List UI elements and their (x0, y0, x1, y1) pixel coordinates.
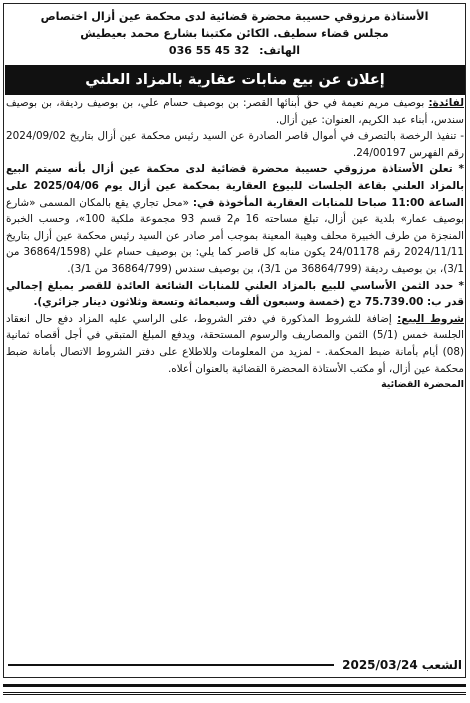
execution-paragraph: - تنفيذ الرخصة بالتصرف في أموال قاصر الصادرة عن السيد رئيس محكمة عين أزال بتاريخ 2024/09/02 رقم الفهرس 24/00197. (6, 130, 464, 159)
beneficiary-paragraph (6, 95, 464, 128)
bottom-divider-thin (3, 694, 466, 695)
property-description: «محل تجاري يقع بالمكان المسمى «شارع بوصيف عمار» بلدية عين أزال، تبلغ مساحته 16 م2 قسم 93 مجموعة ملكية 100»، وحسب الخبرة المنجزة من طرف الخبيرة محلف وهيبة المعينة بموجب أمر صادر عن السيد رئيس محكمة عين أزال بتاريخ 2024/11/11 رقم 24/01178 يكون منابه كل قاصر كما يلي: بن بوصيف حسام علي (36864/1598 من 3/1)، بن بوصيف رديفة (36864/799 من 3/1)، بن بوصيف سندس (36864/799 من 3/1). (6, 196, 464, 275)
beneficiary-text: بوصيف مريم نعيمة في حق أبنائها القصر: بن بوصيف حسام علي، بن بوصيف رديفة، بن بوصيف سندس، أبناء عبد الكريم، العنوان: عين أزال. (6, 97, 464, 126)
publication-footer (8, 655, 462, 675)
notice-title-banner (6, 66, 464, 94)
header-line-2: مجلس قضاء سطيف. الكائن مكتبنا بشارع محمد بعيطيش (80, 27, 389, 40)
notice-body (6, 95, 464, 391)
sale-paragraph (6, 161, 464, 277)
publication-date: 2025/03/24 (342, 658, 418, 672)
price-paragraph: * حدد الثمن الأساسي للبيع بالمزاد العلني للمنابات الشائعة العائدة للقصر بمبلغ إجمالي قدر ب: 75.739.00 دج (خمسة وسبعون ألف وسبعمائة وتسعة وثلاثون دينار جزائري). (6, 279, 464, 309)
phone-label: الهاتف: (259, 44, 301, 57)
conditions-paragraph (6, 311, 464, 377)
signature: المحضرة القضائية (381, 379, 464, 391)
phone-row (4, 43, 465, 59)
beneficiary-label: لفائدة: (428, 97, 464, 109)
footer-rule (8, 664, 334, 666)
phone-number: 036 55 45 32 (168, 44, 250, 57)
signature-line (6, 378, 464, 391)
notice-title: إعلان عن بيع منابات عقارية بالمزاد العلني (85, 72, 385, 88)
publication-name: الشعب (421, 658, 462, 672)
bottom-divider (3, 684, 466, 693)
conditions-text: إضافة للشروط المذكورة في دفتر الشروط، على الراسي عليه المزاد دفع حال انعقاد الجلسة خمس (5/1) الثمن والمصاريف والرسوم المستحقة، ويدفع المبلغ المتبقي في أجل أقصاه ثمانية (08) أيام بأمانة ضبط المحكمة. - لمزيد من المعلومات وللاطلاع على دفتر الشروط الاتصال بأمانة ضبط محكمة عين أزال، أو مكتب الأستاذة المحضرة القضائية بالعنوان أعلاه. (6, 312, 464, 375)
conditions-label: شروط البيع: (397, 312, 465, 325)
notice-header (4, 4, 465, 42)
sale-announcement: * تعلن الأستاذة مرزوقي حسيبة محضرة قضائية لدى محكمة عين أزال بأنه سيتم البيع بالمزاد العلني بقاعة الجلسات للبيوع العقارية بمحكمة عين أزال يوم 2025/04/06 على الساعة 11:00 صباحا للمنابات العقارية المأخوذة في: (6, 163, 464, 209)
header-line-1: الأستاذة مرزوقي حسيبة محضرة قضائية لدى محكمة عين أزال اختصاص (40, 10, 429, 23)
